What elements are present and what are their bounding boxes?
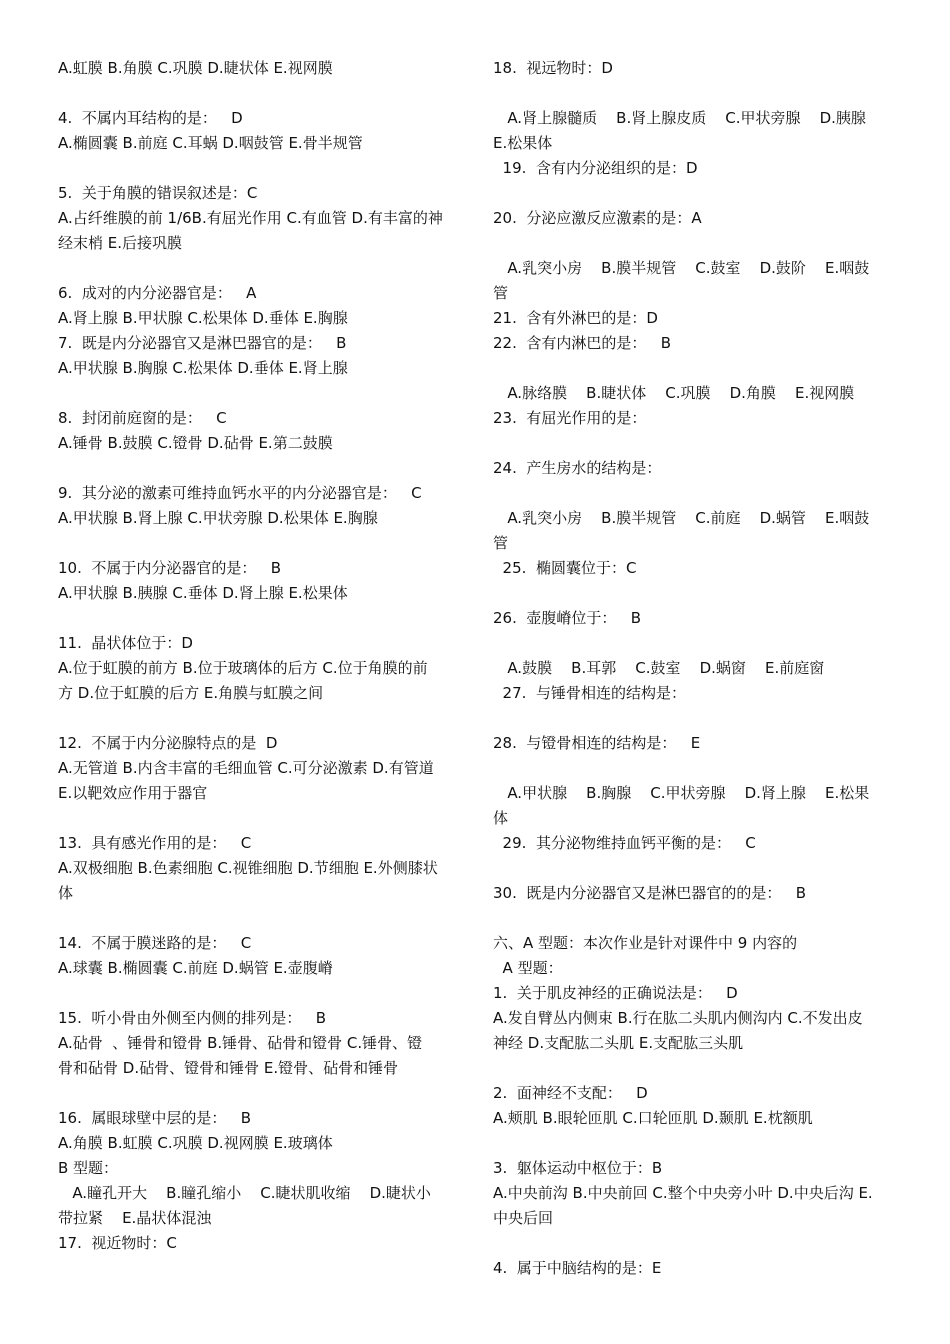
text-line: 体 <box>58 884 74 902</box>
text-line: 20. 分泌应激反应激素的是：A <box>493 209 702 227</box>
text-line: 4. 不属内耳结构的是： D <box>58 109 243 127</box>
text-line: 11. 晶状体位于：D <box>58 634 193 652</box>
text-line <box>493 356 898 381</box>
text-line: 27. 与锤骨相连的结构是： <box>493 684 686 702</box>
right-column <box>493 56 898 1281</box>
text-line: E.松果体 <box>493 134 553 152</box>
text-line: 30. 既是内分泌器官又是淋巴器官的的是： B <box>493 884 806 902</box>
text-line: 12. 不属于内分泌腺特点的是 D <box>58 734 278 752</box>
text-line <box>58 531 468 556</box>
text-line: 23. 有屈光作用的是： <box>493 409 647 427</box>
text-line <box>58 256 468 281</box>
text-line: 带拉紧 E.晶状体混浊 <box>58 1209 212 1227</box>
text-line <box>493 756 898 781</box>
text-line <box>58 906 468 931</box>
text-line: A.乳突小房 B.膜半规管 C.前庭 D.蜗管 E.咽鼓 <box>493 509 870 527</box>
text-line: 方 D.位于虹膜的后方 E.角膜与虹膜之间 <box>58 684 324 702</box>
text-line <box>493 181 898 206</box>
text-line: 26. 壶腹嵴位于： B <box>493 609 641 627</box>
text-line: A.无管道 B.内含丰富的毛细血管 C.可分泌激素 D.有管道 <box>58 759 434 777</box>
text-line: 3. 躯体运动中枢位于：B <box>493 1159 663 1177</box>
text-line <box>493 231 898 256</box>
text-line: 28. 与镫骨相连的结构是： E <box>493 734 701 752</box>
text-line: 2. 面神经不支配： D <box>493 1084 648 1102</box>
text-line: A.颊肌 B.眼轮匝肌 C.口轮匝肌 D.颞肌 E.枕额肌 <box>493 1109 813 1127</box>
text-line <box>493 706 898 731</box>
text-line: B 型题： <box>58 1159 119 1177</box>
text-line: A.角膜 B.虹膜 C.巩膜 D.视网膜 E.玻璃体 <box>58 1134 333 1152</box>
text-line <box>493 631 898 656</box>
text-line <box>493 906 898 931</box>
text-line: 5. 关于角膜的错误叙述是：C <box>58 184 258 202</box>
text-line: A.乳突小房 B.膜半规管 C.鼓室 D.鼓阶 E.咽鼓 <box>493 259 870 277</box>
text-line <box>493 1131 898 1156</box>
text-line: 24. 产生房水的结构是： <box>493 459 662 477</box>
text-line: A.球囊 B.椭圆囊 C.前庭 D.蜗管 E.壶腹嵴 <box>58 959 333 977</box>
text-line: 9. 其分泌的激素可维持血钙水平的内分泌器官是： C <box>58 484 422 502</box>
text-line: 18. 视远物时：D <box>493 59 613 77</box>
text-line: A.脉络膜 B.睫状体 C.巩膜 D.角膜 E.视网膜 <box>493 384 855 402</box>
text-line: A.肾上腺髓质 B.肾上腺皮质 C.甲状旁腺 D.胰腺 <box>493 109 866 127</box>
text-line: 29. 其分泌物维持血钙平衡的是： C <box>493 834 756 852</box>
text-line <box>493 1231 898 1256</box>
text-line <box>493 1056 898 1081</box>
text-line: A.瞳孔开大 B.瞳孔缩小 C.睫状肌收缩 D.睫状小 <box>58 1184 431 1202</box>
text-line: 体 <box>493 809 509 827</box>
text-line: 19. 含有内分泌组织的是：D <box>493 159 698 177</box>
text-line <box>58 1081 468 1106</box>
left-column <box>58 56 468 1256</box>
text-line: A.中央前沟 B.中央前回 C.整个中央旁小叶 D.中央后沟 E. <box>493 1184 873 1202</box>
text-line: A.位于虹膜的前方 B.位于玻璃体的后方 C.位于角膜的前 <box>58 659 428 677</box>
text-line: 17. 视近物时：C <box>58 1234 177 1252</box>
text-line: A.虹膜 B.角膜 C.巩膜 D.睫状体 E.视网膜 <box>58 59 333 77</box>
text-line: 22. 含有内淋巴的是： B <box>493 334 671 352</box>
text-line <box>493 581 898 606</box>
text-line: 4. 属于中脑结构的是：E <box>493 1259 662 1277</box>
text-line: A.椭圆囊 B.前庭 C.耳蜗 D.咽鼓管 E.骨半规管 <box>58 134 363 152</box>
text-line <box>58 381 468 406</box>
text-line: 1. 关于肌皮神经的正确说法是： D <box>493 984 738 1002</box>
text-line: A.占纤维膜的前 1/6B.有屈光作用 C.有血管 D.有丰富的神 <box>58 209 443 227</box>
text-line: 16. 属眼球壁中层的是： B <box>58 1109 251 1127</box>
text-line <box>493 431 898 456</box>
text-line: 中央后回 <box>493 1209 554 1227</box>
text-line: 21. 含有外淋巴的是：D <box>493 309 658 327</box>
text-line <box>58 806 468 831</box>
text-line <box>493 81 898 106</box>
text-line: 8. 封闭前庭窗的是： C <box>58 409 227 427</box>
text-line <box>58 156 468 181</box>
text-line: 7. 既是内分泌器官又是淋巴器官的是： B <box>58 334 347 352</box>
text-line: 13. 具有感光作用的是： C <box>58 834 252 852</box>
text-line: E.以靶效应作用于器官 <box>58 784 208 802</box>
text-line: A.砧骨 、锤骨和镫骨 B.锤骨、砧骨和镫骨 C.锤骨、镫 <box>58 1034 423 1052</box>
text-line <box>58 606 468 631</box>
text-line <box>58 81 468 106</box>
text-line: A.甲状腺 B.肾上腺 C.甲状旁腺 D.松果体 E.胸腺 <box>58 509 378 527</box>
text-line: A 型题： <box>493 959 563 977</box>
text-line: 6. 成对的内分泌器官是： A <box>58 284 257 302</box>
text-line: A.甲状腺 B.胰腺 C.垂体 D.肾上腺 E.松果体 <box>58 584 348 602</box>
text-line: 六、A 型题：本次作业是针对课件中 9 内容的 <box>493 934 798 952</box>
text-line: A.锤骨 B.鼓膜 C.镫骨 D.砧骨 E.第二鼓膜 <box>58 434 333 452</box>
text-line: 25. 椭圆囊位于：C <box>493 559 637 577</box>
text-line <box>58 456 468 481</box>
text-line: 管 <box>493 284 509 302</box>
text-line: A.肾上腺 B.甲状腺 C.松果体 D.垂体 E.胸腺 <box>58 309 348 327</box>
text-line: 神经 D.支配肱二头肌 E.支配肱三头肌 <box>493 1034 744 1052</box>
text-line: A.甲状腺 B.胸腺 C.甲状旁腺 D.肾上腺 E.松果 <box>493 784 870 802</box>
text-line: A.鼓膜 B.耳郭 C.鼓室 D.蜗窗 E.前庭窗 <box>493 659 825 677</box>
text-line <box>58 981 468 1006</box>
text-line <box>493 481 898 506</box>
text-line: 管 <box>493 534 509 552</box>
text-line: 15. 听小骨由外侧至内侧的排列是： B <box>58 1009 326 1027</box>
text-line: A.发自臂丛内侧束 B.行在肱二头肌内侧沟内 C.不发出皮 <box>493 1009 863 1027</box>
text-line: 骨和砧骨 D.砧骨、镫骨和锤骨 E.镫骨、砧骨和锤骨 <box>58 1059 399 1077</box>
text-line <box>58 706 468 731</box>
text-line: 10. 不属于内分泌器官的是： B <box>58 559 281 577</box>
text-line: 14. 不属于膜迷路的是： C <box>58 934 252 952</box>
text-line <box>493 856 898 881</box>
text-line: 经末梢 E.后接巩膜 <box>58 234 183 252</box>
text-line: A.甲状腺 B.胸腺 C.松果体 D.垂体 E.肾上腺 <box>58 359 348 377</box>
text-line: A.双极细胞 B.色素细胞 C.视锥细胞 D.节细胞 E.外侧膝状 <box>58 859 438 877</box>
